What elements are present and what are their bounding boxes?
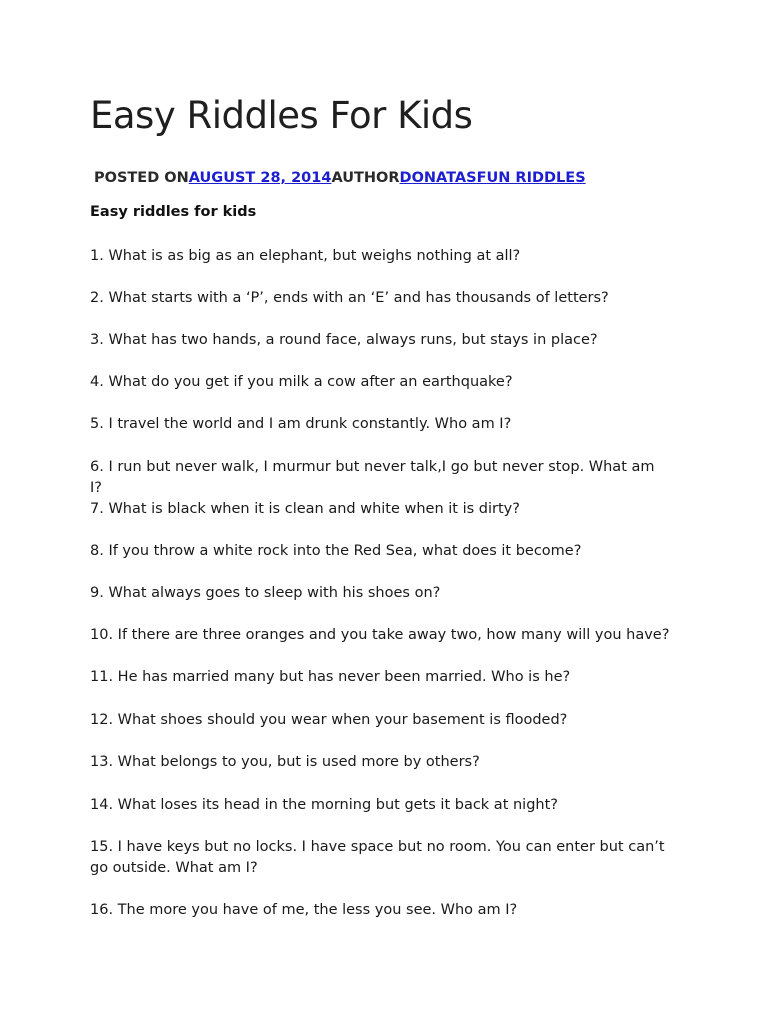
riddle-item: 10. If there are three oranges and you take away two, how many will you have? (90, 627, 670, 643)
riddle-item: 7. What is black when it is clean and white when it is dirty? (90, 501, 520, 517)
riddle-item: 12. What shoes should you wear when your basement is flooded? (90, 712, 568, 728)
riddle-item: 16. The more you have of me, the less you see. Who am I? (90, 902, 518, 918)
post-date-link[interactable]: AUGUST 28, 2014 (188, 170, 332, 186)
riddle-item: 5. I travel the world and I am drunk constantly. Who am I? (90, 416, 512, 432)
section-heading: Easy riddles for kids (90, 204, 257, 220)
riddle-item: 14. What loses its head in the morning but gets it back at night? (90, 797, 558, 813)
riddle-item: 3. What has two hands, a round face, always runs, but stays in place? (90, 332, 598, 348)
riddle-item: 4. What do you get if you milk a cow after an earthquake? (90, 374, 513, 390)
riddle-item: 2. What starts with a ‘P’, ends with an ‘E’ and has thousands of letters? (90, 290, 609, 306)
category-name: FUN RIDDLES (476, 170, 586, 186)
author-name: DONATAS (399, 170, 477, 186)
posted-on-label: POSTED ON (94, 170, 189, 186)
riddle-item: 8. If you throw a white rock into the Red Sea, what does it become? (90, 543, 582, 559)
post-meta (94, 170, 586, 186)
page-title: Easy Riddles For Kids (90, 94, 473, 137)
riddle-item: 13. What belongs to you, but is used more by others? (90, 754, 480, 770)
author-label: AUTHOR (331, 170, 400, 186)
author-link[interactable] (400, 170, 586, 186)
riddle-item: 1. What is as big as an elephant, but weighs nothing at all? (90, 248, 521, 264)
riddle-item: 11. He has married many but has never been married. Who is he? (90, 669, 571, 685)
riddle-item: 15. I have keys but no locks. I have space but no room. You can enter but can’t go outside. What am I? (90, 839, 665, 876)
riddle-item: 9. What always goes to sleep with his shoes on? (90, 585, 441, 601)
riddle-item: 6. I run but never walk, I murmur but never talk,I go but never stop. What am I? (90, 459, 655, 496)
